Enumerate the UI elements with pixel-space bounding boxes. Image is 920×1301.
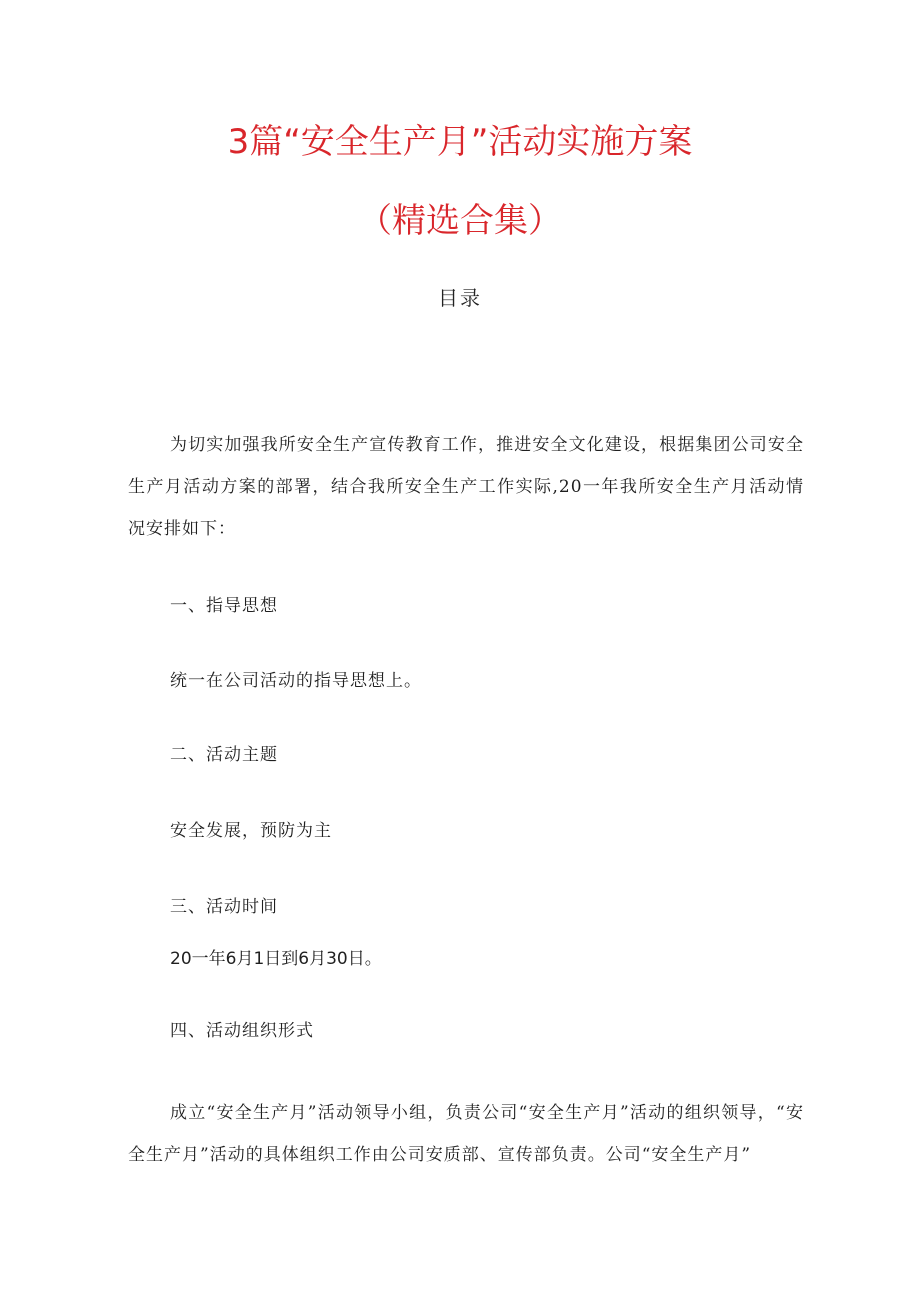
document-subtitle: （精选合集）: [358, 201, 562, 241]
toc-heading: 目录: [438, 286, 482, 310]
section-heading-activity-time: 三、活动时间: [170, 897, 278, 917]
section-heading-guiding-ideology: 一、指导思想: [170, 596, 278, 616]
section-text-activity-time: 20一年6月1日到6月30日。: [170, 949, 382, 969]
intro-paragraph: 为切实加强我所安全生产宣传教育工作，推进安全文化建设，根据集团公司安全生产月活动方案的部署，结合我所安全生产工作实际,20一年我所安全生产月活动情况安排如下：: [128, 435, 804, 539]
section-text-organization-form: 成立“安全生产月”活动领导小组，负责公司“安全生产月”活动的组织领导，“安全生产月”活动的具体组织工作由公司安质部、宣传部负责。公司“安全生产月”: [128, 1103, 804, 1165]
section-heading-activity-theme: 二、活动主题: [170, 745, 278, 765]
document-title: 3篇“安全生产月”活动实施方案: [227, 122, 693, 162]
section-text-guiding-ideology: 统一在公司活动的指导思想上。: [170, 671, 422, 691]
section-text-activity-theme: 安全发展，预防为主: [170, 821, 332, 841]
section-heading-organization-form: 四、活动组织形式: [170, 1021, 314, 1041]
